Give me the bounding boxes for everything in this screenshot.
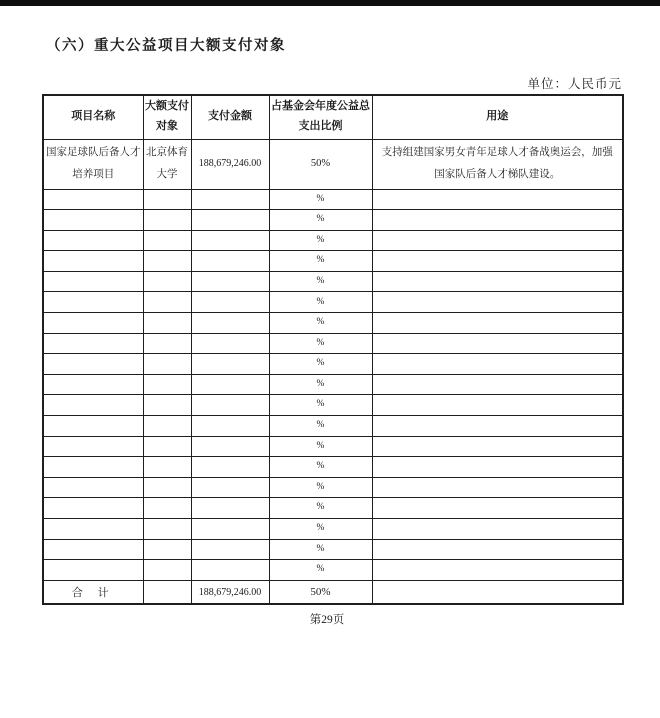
empty-cell <box>372 416 623 437</box>
project-name-cell: 国家足球队后备人才培养项目 <box>43 139 143 189</box>
empty-cell <box>372 498 623 519</box>
empty-cell <box>143 251 191 272</box>
empty-cell <box>372 457 623 478</box>
empty-cell <box>191 416 269 437</box>
empty-cell <box>191 457 269 478</box>
total-amount-cell: 188,679,246.00 <box>191 580 269 604</box>
empty-cell <box>43 477 143 498</box>
table-header-row <box>43 95 623 139</box>
empty-cell <box>191 498 269 519</box>
empty-cell <box>43 333 143 354</box>
empty-table-row <box>43 230 623 251</box>
empty-table-row <box>43 333 623 354</box>
empty-cell <box>143 560 191 581</box>
empty-cell <box>43 354 143 375</box>
empty-cell <box>143 271 191 292</box>
empty-cell <box>191 189 269 210</box>
empty-cell <box>191 395 269 416</box>
empty-table-row <box>43 560 623 581</box>
empty-cell <box>43 416 143 437</box>
empty-ratio-cell: % <box>269 416 372 437</box>
payee-cell: 北京体育大学 <box>143 139 191 189</box>
empty-cell <box>372 539 623 560</box>
empty-cell <box>143 292 191 313</box>
empty-cell <box>43 271 143 292</box>
empty-cell <box>143 210 191 231</box>
empty-cell <box>43 292 143 313</box>
empty-ratio-cell: % <box>269 539 372 560</box>
empty-cell <box>191 519 269 540</box>
empty-cell <box>372 519 623 540</box>
empty-cell <box>372 292 623 313</box>
empty-cell <box>191 436 269 457</box>
empty-cell <box>143 498 191 519</box>
empty-table-row <box>43 395 623 416</box>
empty-ratio-cell: % <box>269 251 372 272</box>
screenshot-top-edge-bar <box>0 0 660 6</box>
ratio-cell: 50% <box>269 139 372 189</box>
empty-ratio-cell: % <box>269 477 372 498</box>
currency-unit-label: 单位：人民币元 <box>527 77 622 91</box>
empty-cell <box>43 313 143 334</box>
empty-cell <box>143 230 191 251</box>
total-ratio-cell: 50% <box>269 580 372 604</box>
empty-ratio-cell: % <box>269 457 372 478</box>
empty-cell <box>372 477 623 498</box>
empty-cell <box>43 560 143 581</box>
empty-cell <box>43 519 143 540</box>
empty-table-row <box>43 313 623 334</box>
empty-cell <box>43 457 143 478</box>
header-purpose: 用途 <box>372 95 623 139</box>
empty-cell <box>191 333 269 354</box>
empty-cell <box>191 313 269 334</box>
empty-cell <box>191 230 269 251</box>
empty-cell <box>143 416 191 437</box>
empty-cell <box>191 374 269 395</box>
empty-cell <box>372 436 623 457</box>
purpose-cell: 支持组建国家男女青年足球人才备战奥运会，加强国家队后备人才梯队建设。 <box>372 139 623 189</box>
empty-cell <box>372 230 623 251</box>
empty-cell <box>372 354 623 375</box>
empty-cell <box>43 230 143 251</box>
total-payee-cell <box>143 580 191 604</box>
empty-ratio-cell: % <box>269 313 372 334</box>
empty-ratio-cell: % <box>269 271 372 292</box>
empty-cell <box>143 354 191 375</box>
empty-cell <box>191 292 269 313</box>
empty-cell <box>143 374 191 395</box>
empty-cell <box>372 333 623 354</box>
empty-cell <box>143 539 191 560</box>
empty-cell <box>143 189 191 210</box>
empty-cell <box>43 498 143 519</box>
empty-cell <box>191 560 269 581</box>
empty-table-row <box>43 251 623 272</box>
empty-cell <box>143 436 191 457</box>
empty-cell <box>372 271 623 292</box>
empty-cell <box>143 519 191 540</box>
total-row <box>43 580 623 604</box>
table-row <box>43 139 623 189</box>
page-number: 第29页 <box>309 614 345 626</box>
empty-cell <box>191 271 269 292</box>
empty-cell <box>191 354 269 375</box>
empty-ratio-cell: % <box>269 189 372 210</box>
header-ratio: 占基金会年度公益总支出比例 <box>269 95 372 139</box>
empty-cell <box>191 477 269 498</box>
empty-ratio-cell: % <box>269 519 372 540</box>
empty-cell <box>43 210 143 231</box>
empty-table-row <box>43 354 623 375</box>
empty-table-row <box>43 498 623 519</box>
empty-cell <box>43 395 143 416</box>
empty-table-row <box>43 539 623 560</box>
empty-table-row <box>43 477 623 498</box>
empty-cell <box>372 189 623 210</box>
empty-cell <box>43 251 143 272</box>
empty-ratio-cell: % <box>269 230 372 251</box>
empty-cell <box>143 457 191 478</box>
header-amount: 支付金额 <box>191 95 269 139</box>
major-payments-table <box>42 94 624 605</box>
empty-table-row <box>43 416 623 437</box>
empty-ratio-cell: % <box>269 292 372 313</box>
empty-ratio-cell: % <box>269 210 372 231</box>
empty-table-row <box>43 519 623 540</box>
empty-cell <box>372 374 623 395</box>
empty-table-row <box>43 189 623 210</box>
empty-cell <box>43 189 143 210</box>
empty-ratio-cell: % <box>269 436 372 457</box>
total-label-cell: 合 计 <box>43 580 143 604</box>
empty-cell <box>372 210 623 231</box>
empty-cell <box>143 313 191 334</box>
empty-ratio-cell: % <box>269 374 372 395</box>
empty-table-row <box>43 210 623 231</box>
empty-cell <box>372 251 623 272</box>
empty-cell <box>191 210 269 231</box>
empty-cell <box>143 477 191 498</box>
empty-cell <box>43 436 143 457</box>
empty-ratio-cell: % <box>269 560 372 581</box>
empty-table-row <box>43 292 623 313</box>
empty-cell <box>143 333 191 354</box>
empty-cell <box>372 560 623 581</box>
empty-rows-section <box>43 189 623 580</box>
header-payee: 大额支付对象 <box>143 95 191 139</box>
empty-ratio-cell: % <box>269 333 372 354</box>
empty-table-row <box>43 436 623 457</box>
empty-cell <box>372 313 623 334</box>
section-title: （六）重大公益项目大额支付对象 <box>46 38 286 54</box>
empty-table-row <box>43 374 623 395</box>
header-project-name: 项目名称 <box>43 95 143 139</box>
empty-ratio-cell: % <box>269 354 372 375</box>
empty-cell <box>143 395 191 416</box>
empty-cell <box>43 374 143 395</box>
empty-cell <box>191 539 269 560</box>
amount-cell: 188,679,246.00 <box>191 139 269 189</box>
empty-table-row <box>43 271 623 292</box>
empty-ratio-cell: % <box>269 498 372 519</box>
empty-cell <box>191 251 269 272</box>
empty-ratio-cell: % <box>269 395 372 416</box>
total-purpose-cell <box>372 580 623 604</box>
empty-cell <box>372 395 623 416</box>
empty-cell <box>43 539 143 560</box>
empty-table-row <box>43 457 623 478</box>
